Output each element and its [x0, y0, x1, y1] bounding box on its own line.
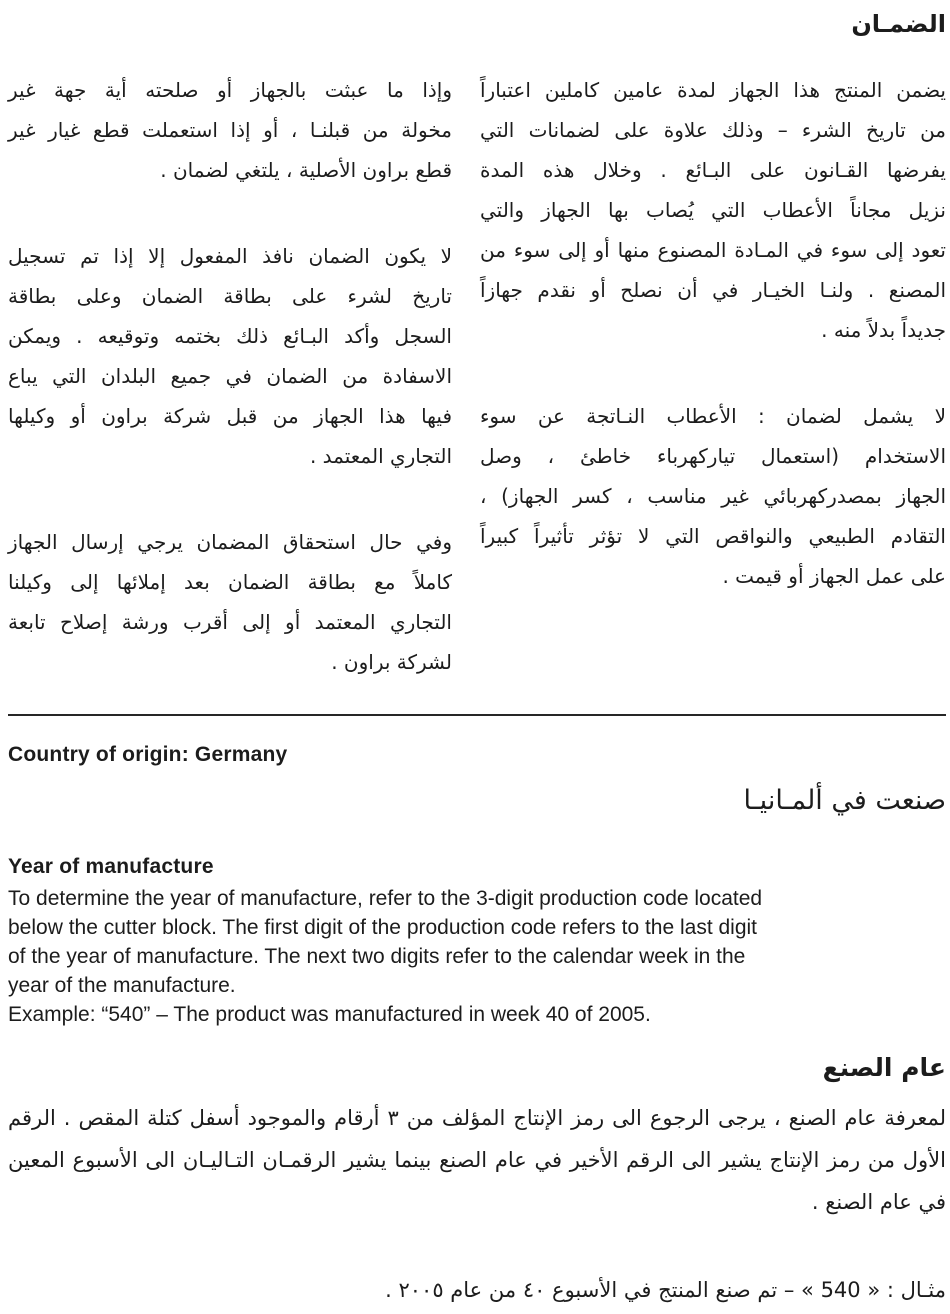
year-of-manufacture-heading: Year of manufacture — [8, 855, 214, 878]
warranty-text-line: من تاريخ الشرء – وذلك علاوة على لضمانات التي — [480, 118, 946, 142]
manufacture-text-line-arabic: الأول من رمز الإنتاج يشير الى الرقم الأخير في عام الصنع بينما يشير الرقمـان التـاليـان الى الأسبوع المعين — [8, 1148, 946, 1172]
warranty-text-line: لشركة براون . — [331, 650, 452, 674]
year-of-manufacture-paragraph — [8, 884, 946, 1029]
warranty-text-line: تعود إلى سوء في المـادة المصنوع منها أو إلى سوء من — [480, 238, 946, 262]
manufacture-text-line: year of the manufacture. — [8, 974, 236, 997]
manufacture-text-line: To determine the year of manufacture, refer to the 3-digit production code located — [8, 887, 763, 910]
warranty-text-line: وفي حال استحقاق المضمان يرجي إرسال الجهاز — [8, 530, 452, 554]
warranty-text-line: المصنع . ولنـا الخيـار في أن نصلح أو نقدم جهازاً — [480, 278, 946, 302]
warranty-column-left — [8, 70, 452, 682]
warranty-text-line: لا يشمل لضمان : الأعطاب النـاتجة عن سوء — [480, 404, 946, 428]
manufacture-text-line-arabic: لمعرفة عام الصنع ، يرجى الرجوع الى رمز الإنتاج المؤلف من ٣ أرقام والموجود أسفل كتلة المقص . الرقم — [8, 1106, 946, 1130]
warranty-heading-arabic: الضمـان — [851, 10, 946, 38]
warranty-text-line: يضمن المنتج هذا الجهاز لمدة عامين كاملين اعتباراً — [480, 78, 946, 102]
warranty-text-line: مخولة من قبلنـا ، أو إذا استعملت قطع غيار غير — [8, 118, 452, 142]
warranty-text-line: كاملاً مع بطاقة الضمان بعد إملائها إلى وكيلنا — [8, 570, 452, 594]
country-of-origin-label: Country of origin: Germany — [8, 743, 288, 766]
warranty-text-line: التجاري المعتمد أو إلى أقرب ورشة إصلاح تابعة — [8, 610, 452, 634]
warranty-text-line: لا يكون الضمان نافذ المفعول إلا إذا تم تسجيل — [8, 244, 452, 268]
manufacture-text-line: below the cutter block. The first digit of the production code refers to the last digit — [8, 916, 758, 939]
warranty-text-line: جديداً بدلاً منه . — [821, 318, 946, 342]
warranty-text-line: نزيل مجاناً الأعطاب التي يُصاب بها الجهاز والتي — [480, 198, 946, 222]
warranty-columns — [8, 70, 946, 682]
manufacture-text-line: of the year of manufacture. The next two digits refer to the calendar week in the — [8, 945, 746, 968]
warranty-text-line: السجل وأكد البـائع ذلك بختمه وتوقيعه . ويمكن — [8, 324, 452, 348]
warranty-text-line: على عمل الجهاز أو قيمت . — [722, 564, 946, 588]
warranty-text-line: تاريخ لشرء على بطاقة الضمان وعلى بطاقة — [8, 284, 452, 308]
warranty-text-line: الاستخدام (استعمال تياركهرباء خاطئ ، وصل — [480, 444, 946, 468]
year-of-manufacture-heading-arabic: عام الصنع — [822, 1053, 946, 1082]
manufacture-text-line-arabic: في عام الصنع . — [811, 1190, 946, 1214]
warranty-paragraph-claims — [8, 522, 452, 682]
manufacture-example-line: Example: “540” – The product was manufactured in week 40 of 2005. — [8, 1003, 651, 1026]
warranty-paragraph-tampering — [8, 70, 452, 190]
section-divider — [8, 714, 946, 716]
warranty-paragraph-validity — [8, 236, 452, 476]
manufacture-example-line-arabic: مثـال : « 540 » – تم صنع المنتج في الأسبوع ٤٠ من عام ٢٠٠٥ . — [385, 1278, 946, 1302]
warranty-text-line: يفرضها القـانون على البـائع . وخلال هذه المدة — [480, 158, 946, 182]
warranty-paragraph-coverage — [480, 70, 946, 350]
warranty-text-line: التقادم الطبيعي والنواقص التي لا تؤثر تأثيراً كبيراً — [480, 524, 946, 548]
warranty-paragraph-exclusions — [480, 396, 946, 596]
manufacture-example-arabic — [8, 1269, 946, 1311]
warranty-text-line: قطع براون الأصلية ، يلتغي لضمان . — [160, 158, 452, 182]
warranty-text-line: وإذا ما عبثت بالجهاز أو صلحته أية جهة غير — [8, 78, 452, 102]
warranty-column-right — [480, 70, 946, 682]
warranty-text-line: الجهاز بمصدركهربائي غير مناسب ، كسر الجهاز) ، — [480, 484, 946, 508]
warranty-text-line: التجاري المعتمد . — [309, 444, 452, 468]
manual-page — [8, 0, 946, 1311]
warranty-text-line: الاسفادة من الضمان في جميع البلدان التي يباع — [8, 364, 452, 388]
warranty-text-line: فيها هذا الجهاز من قبل شركة براون أو وكيلها — [8, 404, 452, 428]
made-in-germany-arabic: صنعت في ألمـانيـا — [743, 785, 946, 816]
year-of-manufacture-paragraph-arabic — [8, 1097, 946, 1223]
